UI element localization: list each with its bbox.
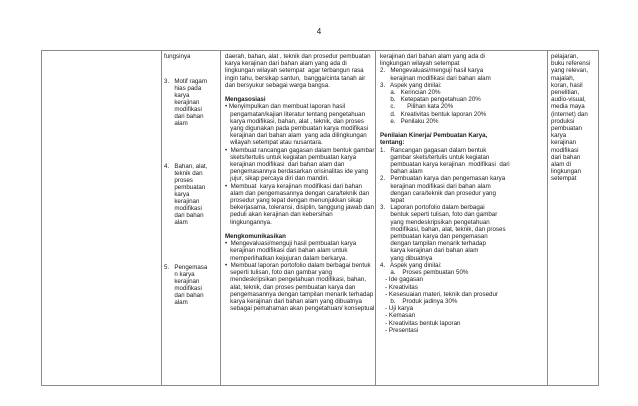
penilaian-line: bahan alam [380, 168, 423, 176]
sumber-line: modifikasi [551, 146, 579, 154]
kegiatan-line: pengamatan/kajian literatur tentang pengetahuan [225, 110, 366, 118]
penilaian-line: - Kreativitas [380, 283, 418, 291]
sumber-line: penelitian, [551, 89, 580, 97]
sumber-line: pelajaran, [551, 53, 579, 60]
column-divider [547, 51, 548, 385]
sumber-line: koran, hasil [551, 81, 583, 89]
kegiatan-line: lingkungannya. [225, 218, 272, 226]
penilaian-line: yang dibuatnya [380, 254, 433, 262]
penilaian-line: tepat [380, 197, 405, 205]
kegiatan-line: pengemasannya berdasarkan orisinalitas ide yang [225, 168, 369, 176]
kegiatan-line [225, 89, 373, 96]
penilaian-line: c. Pilihan kata 20% [380, 103, 454, 111]
penilaian-line: 1. Rancangan gagasan dalam bentuk [380, 146, 487, 154]
column-divider [161, 51, 162, 385]
materi-pokok-line: 3. Motif ragam [164, 78, 207, 85]
penilaian-line: yang mendeskripsikan pengetahuan [380, 218, 490, 226]
kegiatan-line: alam dan pengemasannya dengan cara/teknik dan [225, 189, 370, 197]
materi-pokok-line: teknik dan [164, 170, 203, 177]
kegiatan-line: pengemasannya dengan tampilan menarik terhadap [225, 290, 374, 298]
penilaian-line: - Kreativitas bentuk laporan [380, 319, 461, 327]
kegiatan-line: kerajinan modifikasi dari bahan alam dan [225, 161, 345, 169]
penilaian-line: kerajinan modifikasi dari bahan alam [380, 74, 491, 82]
kegiatan-line: memperlihatkan kejujuran dalam berkarya. [225, 254, 348, 262]
penilaian-line: 2. Mengevaluasi/menguji hasil karya [380, 67, 484, 75]
sumber-line: buku referensi [551, 60, 591, 68]
kegiatan-line: peduli akan kerajinan dan kebersihan [225, 211, 333, 219]
materi-pokok-line: kerajinan [164, 198, 200, 205]
penilaian-line: 3. Laporan portofolio dalam berbagai [380, 204, 485, 212]
materi-pokok-line: alam [164, 120, 188, 127]
penilaian-line: a. Kerincian 20% [380, 89, 441, 97]
kegiatan-line: kerajinan modifikasi dari bahan alam untuk [225, 247, 348, 255]
sumber-line: alam di [551, 161, 571, 169]
materi-pokok-line: modifikasi [164, 205, 202, 212]
kegiatan-line: karya modifikasi, bahan, alat , teknik, dan proses [225, 117, 364, 125]
penilaian-line: e. Penilaku 20% [380, 117, 439, 125]
sumber-line: majalah, [551, 74, 575, 82]
penilaian-line: - Kemasan [380, 312, 416, 320]
materi-pokok-line: dari bahan [164, 212, 204, 219]
penilaian-line: - Ide gagasan [380, 276, 423, 284]
syllabus-table [41, 50, 599, 386]
sumber-line: yang relevan, [551, 67, 589, 75]
kegiatan-line: daerah, bahan, alat , teknik dan prosedur pembuatan [225, 53, 371, 60]
kegiatan-line: lingkungan wilayah setempat agar terbangun rasa [225, 67, 364, 75]
materi-pokok-line: modifikasi [164, 106, 202, 113]
kegiatan-line [225, 226, 373, 233]
sumber-line: setempat [551, 175, 577, 183]
materi-pokok-line: dari bahan [164, 113, 204, 120]
materi-pokok-line: dari bahan [164, 292, 204, 299]
kegiatan-line: • Mengevaluasi/menguji hasil pembuatan karya [225, 240, 357, 248]
sumber-line: lingkungan [551, 168, 581, 176]
penilaian-line: b. Ketepatan pengetahuan 20% [380, 96, 481, 104]
kegiatan-pembelajaran-column [225, 53, 373, 312]
sumber-line: pembuatan [551, 125, 582, 133]
penilaian-line: 4. Aspek yang dinilai: [380, 261, 442, 269]
penilaian-line: bentuk seperti tulisan, foto dan gambar [380, 211, 498, 219]
kegiatan-line: • Membuat laporan portofolio dalam berbagai bentuk [225, 261, 371, 269]
penilaian-line: b. Produk jadinya 30% [380, 297, 458, 305]
penilaian-line: kerajinan modifikasi dari bahan alam [380, 182, 491, 190]
kegiatan-line: dan bersyukur sebagai warga bangsa. [225, 81, 330, 89]
penilaian-line: a. Proses pembuatan 50% [380, 269, 469, 277]
penilaian-line: - Uji karya [380, 305, 414, 313]
kegiatan-line: kerajinan dari bahan alam yang ada dilingkungan [225, 132, 367, 140]
penilaian-line: kerajinan dari bahan alam yang ada di [380, 53, 485, 60]
penilaian-line: tentang: [380, 139, 405, 147]
sumber-line: produksi [551, 117, 575, 125]
penilaian-line: d. Kreativitas bentuk laporan 20% [380, 110, 487, 118]
penilaian-line [380, 125, 545, 132]
materi-pokok-line: alam [164, 219, 188, 226]
penilaian-line: 2. Pembuatan karya dan pengemasan karya [380, 175, 506, 183]
kegiatan-line: Mengkomunikasikan [225, 233, 286, 241]
sumber-belajar-column [551, 53, 598, 183]
penilaian-line: modifikasi, bahan, alat, teknik, dan proses [380, 225, 506, 233]
materi-pokok-line: 5. Pengemasa [164, 264, 208, 271]
materi-pokok-line: kerajinan [164, 278, 200, 285]
kegiatan-line: karya kerajinan dari bahan alam yang dibuatnya [225, 297, 362, 305]
sumber-line: (internet) dan [551, 110, 588, 118]
sumber-line: dari bahan [551, 153, 581, 161]
penilaian-column [380, 53, 545, 334]
kegiatan-line: sebagai pemahaman akan pengetahuan/ konseptual [225, 305, 375, 313]
kegiatan-line: seperti tulisan, foto dan gambar yang [225, 269, 332, 277]
penilaian-line: - Presentasi [380, 326, 419, 334]
penilaian-line: dengan tampilan menarik terhadap [380, 240, 486, 248]
materi-pokok-line: hias pada [164, 85, 202, 92]
materi-pokok-line: karya [164, 92, 190, 99]
kegiatan-line: yang digunakan pada pembuatan karya modifikasi [225, 125, 369, 133]
materi-pokok-line: alam [164, 299, 188, 306]
penilaian-line: lingkungan wilayah setempat [380, 60, 460, 68]
penilaian-line: dengan cara/teknik dan prosedur yang [380, 189, 496, 197]
penilaian-line: - Kesesuaian materi, teknik dan prosedur [380, 290, 498, 298]
page-number: 4 [316, 27, 322, 36]
kegiatan-line: mendeskripsikan pengetahuan modifikasi, bahan, [225, 276, 367, 284]
materi-pokok-line: 4. Bahan, alat, [164, 163, 208, 170]
kegiatan-line: ingin tahu, bersikap santun, bangga/cinta tanah air [225, 74, 366, 82]
materi-pokok-line: kerajinan [164, 99, 200, 106]
kegiatan-line: alat, teknik, dan proses pembuatan karya dan [225, 283, 356, 291]
materi-pokok-line: proses [164, 177, 193, 184]
kegiatan-line: skets/tertulis untuk kegiatan pembuatan karya [225, 153, 357, 161]
kegiatan-line: wilayah setempat atau nusantara. [225, 139, 323, 147]
column-divider [220, 51, 221, 385]
penilaian-line: pembuatan karya dan pengemasan [380, 233, 488, 241]
materi-pokok-line: pembuatan [164, 184, 206, 191]
column-divider [375, 51, 376, 385]
penilaian-line: gambar skets/tertulis untuk kegiatan [380, 153, 490, 161]
kegiatan-line: jujur, sikap percaya diri dan mandiri. [225, 175, 329, 183]
penilaian-line: 3. Aspek yang dinilai: [380, 81, 442, 89]
materi-pokok-line: modifikasi [164, 285, 202, 292]
sumber-line: kerajinan [551, 139, 577, 147]
materi-pokok-line: karya [164, 191, 190, 198]
sumber-line: karya [551, 132, 567, 140]
kegiatan-line: • Menyimpulkan dan membuat laporan hasil [225, 103, 346, 111]
penilaian-line: karya kerajinan dari bahan alam [380, 247, 479, 255]
kegiatan-line: Mengasosiasi [225, 96, 266, 104]
kegiatan-line: • Membuat karya kerajinan modifikasi dari bahan [225, 182, 362, 190]
kegiatan-line: karya kerajinan dari bahan alam yang ada di [225, 60, 347, 68]
kegiatan-line: • Membuat rancangan gagasan dalam bentuk gambar [225, 146, 375, 154]
materi-pokok-line: fungsinya [164, 53, 191, 60]
sumber-line: audio-visual, [551, 96, 586, 104]
penilaian-line: pembuatan karya kerajinan modifikasi dari [380, 161, 510, 169]
kegiatan-line: prosedur yang tepat dengan menunjukkan sikap [225, 197, 363, 205]
sumber-line: media maya [551, 103, 585, 111]
penilaian-line: Penilaian Kinerja/ Pembuatan Karya, [380, 132, 488, 140]
materi-pokok-line: n karya [164, 271, 195, 278]
kegiatan-line: bekerjasama, toleransi, disiplin, tanggung jawab dan [225, 204, 374, 212]
